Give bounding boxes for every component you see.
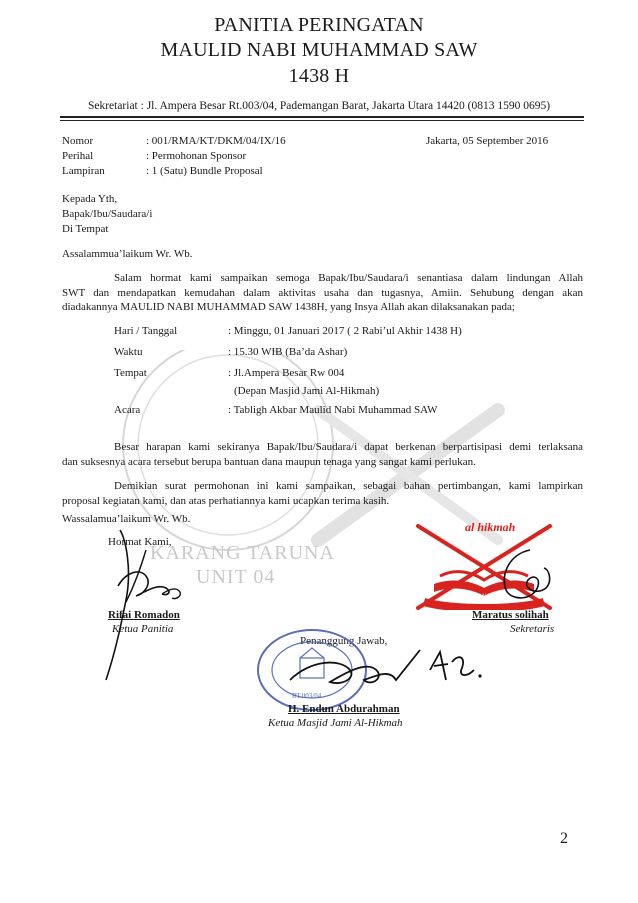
tempat-value-2: (Depan Masjid Jami Al-Hikmah) (234, 385, 380, 397)
left-signature (96, 510, 206, 690)
hope-line-1: Besar harapan kami sekiranya Bapak/Ibu/Saudara/i dapat berkenan berpartisipasi demi terlaksana (114, 441, 583, 453)
closing-line-2: proposal kegiatan kami, dan atas perhatiannya kami ucapkan terima kasih. (62, 494, 390, 507)
watermark-line-2: UNIT 04 (196, 566, 276, 588)
greeting: Assalammua’laikum Wr. Wb. (62, 248, 193, 260)
intro-paragraph (62, 271, 583, 315)
penanggung-jawab-label: Penanggung Jawab, (300, 635, 388, 647)
pj-title: Ketua Masjid Jami Al-Hikmah (268, 717, 403, 729)
perihal-label: Perihal (62, 150, 94, 162)
intro-line-2: SWT dan mendapatkan kemudahan dalam aktivitas usaha dan tugasnya, Amiin. Sehubung dengan akan (62, 286, 583, 299)
nomor-value: : 001/RMA/KT/DKM/04/IX/16 (146, 135, 286, 147)
closing-paragraph (62, 479, 583, 508)
intro-line-3: diadakannya MAULID NABI MUHAMMAD SAW 1438H, yang Insya Allah akan dilaksanakan pada; (62, 301, 515, 313)
nomor-label: Nomor (62, 135, 94, 147)
title-line-3: 1438 H (288, 65, 350, 87)
waktu-label: Waktu (114, 346, 143, 358)
place-date: Jakarta, 05 September 2016 (426, 135, 549, 147)
left-signatory-title: Ketua Panitia (112, 623, 174, 635)
tempat-value: : Jl.Ampera Besar Rw 004 (228, 367, 345, 379)
recipient-line-1: Kepada Yth, (62, 193, 118, 205)
title-line-1: PANITIA PERINGATAN (214, 14, 424, 36)
hope-paragraph (62, 440, 583, 469)
recipient-line-3: Di Tempat (62, 223, 109, 235)
watermark-line-1: KARANG TARUNA (150, 542, 335, 564)
stamp-ring-text: Masjid Jami Al-Hikmah (456, 594, 505, 599)
right-signature (490, 540, 560, 610)
hormat-kami: Hormat Kami, (108, 536, 172, 548)
header-rule-thick (60, 116, 584, 118)
stamp-logo-text: al hikmah (465, 520, 516, 534)
intro-line-1: Salam hormat kami sampaikan semoga Bapak/Ibu/Saudara/i senantiasa dalam lindungan Allah (114, 272, 583, 284)
acara-label: Acara (114, 404, 141, 416)
title-line-2: MAULID NABI MUHAMMAD SAW (160, 39, 478, 61)
lampiran-value: : 1 (Satu) Bundle Proposal (146, 165, 263, 177)
pj-name: H. Endun Abdurahman (288, 703, 400, 715)
stamp-rt-text: RT.003/04 (292, 692, 322, 700)
left-signatory-name: Rifai Romadon (108, 609, 180, 621)
page-number: 2 (560, 830, 568, 847)
hari-value: : Minggu, 01 Januari 2017 ( 2 Rabi’ul Akhir 1438 H) (228, 325, 462, 337)
wassalam: Wassalamua’laikum Wr. Wb. (62, 513, 191, 525)
right-signatory-name: Maratus solihah (472, 609, 549, 621)
hari-label: Hari / Tanggal (114, 325, 178, 337)
closing-line-1: Demikian surat permohonan ini kami sampaikan, sebagai bahan pertimbangan, kami lampirkan (114, 480, 583, 492)
center-signature (270, 640, 490, 710)
right-signatory-title: Sekretaris (510, 623, 555, 635)
sekretariat-address: Sekretariat : Jl. Ampera Besar Rt.003/04, Pademangan Barat, Jakarta Utara 14420 (0813 1590 0695) (87, 100, 551, 112)
header-rule-thin (60, 120, 584, 121)
tempat-label: Tempat (114, 367, 147, 379)
acara-value: : Tabligh Akbar Maulid Nabi Muhammad SAW (228, 404, 438, 416)
perihal-value: : Permohonan Sponsor (146, 150, 247, 162)
hope-line-2: dan suksesnya acara tersebut berupa bantuan dana maupun tenaga yang sangat kami perlukan. (62, 455, 476, 468)
recipient-line-2: Bapak/Ibu/Saudara/i (62, 208, 153, 220)
lampiran-label: Lampiran (62, 165, 105, 177)
waktu-value: : 15.30 WIB (Ba’da Ashar) (228, 346, 348, 358)
